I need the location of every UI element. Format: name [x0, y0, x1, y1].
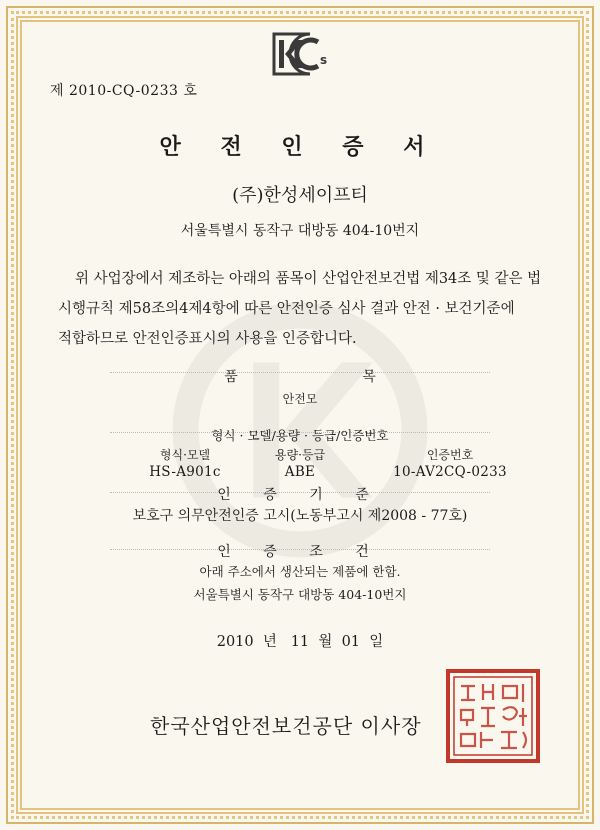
issuer-name: 한국산업안전보건공단 이사장 — [150, 714, 422, 738]
spec-model-label: 형식·모델 — [159, 448, 211, 462]
body-line-2: 시행규칙 제58조의4제4항에 따른 안전인증 심사 결과 안전 · 보건기준에 — [58, 301, 515, 317]
standard-label: 인 증 기 준 — [217, 487, 383, 503]
body-line-3: 적합하므로 안전인증표시의 사용을 인증합니다. — [58, 331, 357, 347]
condition-line-2: 서울특별시 동작구 대방동 404-10번지 — [193, 587, 407, 602]
company-name: (주)한성세이프티 — [232, 185, 368, 206]
kcs-logo-icon — [270, 30, 330, 78]
certificate-number: 제 2010-CQ-0233 호 — [50, 83, 198, 99]
standard-value: 보호구 의무안전인증 고시(노동부고시 제2008 - 77호) — [132, 508, 468, 524]
official-seal-icon — [445, 668, 541, 764]
spec-cert-number-value: 10-AV2CQ-0233 — [393, 464, 507, 480]
spec-cert-number-label: 인증번호 — [426, 448, 474, 462]
body-line-1: 위 사업장에서 제조하는 아래의 품목이 산업안전보건법 제34조 및 같은 법 — [75, 271, 542, 287]
issue-date: 2010 년 11 월 01 일 — [216, 634, 384, 650]
spec-grade-label: 용량·등급 — [274, 448, 326, 462]
company-address: 서울특별시 동작구 대방동 404-10번지 — [180, 223, 420, 239]
page-title: 안 전 인 증 서 — [159, 134, 441, 160]
spec-grade-value: ABE — [284, 464, 316, 480]
spec-model-value: HS-A901c — [149, 464, 221, 480]
item-label: 품 목 — [224, 369, 436, 385]
condition-line-1: 아래 주소에서 생산되는 제품에 한함. — [199, 564, 401, 579]
spec-header: 형식 · 모델/용량 · 등급/인증번호 — [211, 428, 389, 443]
condition-label: 인 증 조 건 — [217, 544, 383, 560]
item-value: 안전모 — [282, 392, 318, 406]
svg-text:s: s — [320, 53, 328, 67]
